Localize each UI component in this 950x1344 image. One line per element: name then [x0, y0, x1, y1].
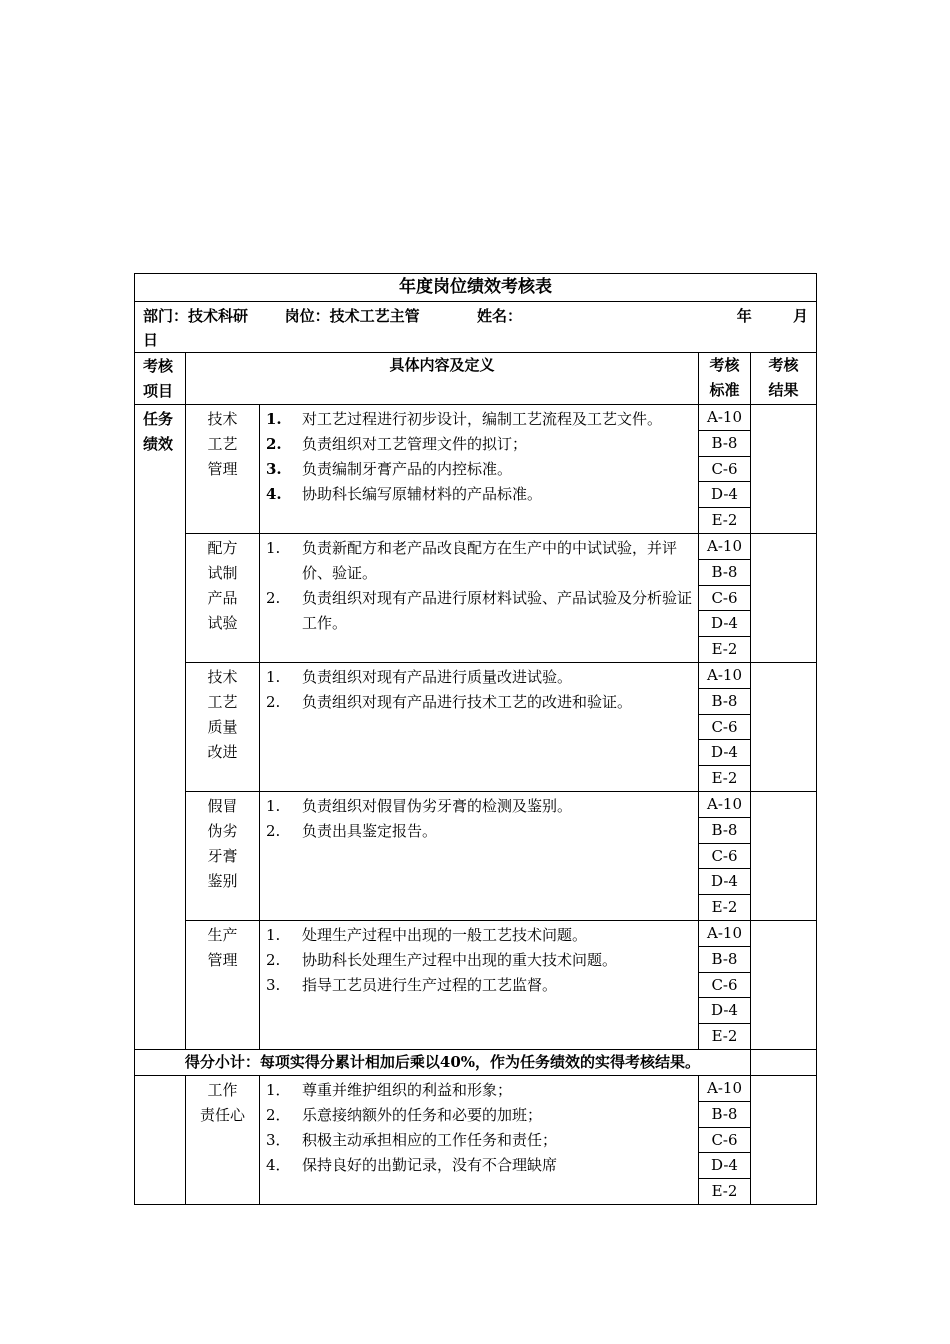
grade-standard-cell [699, 791, 751, 920]
grade-standard-cell [699, 405, 751, 534]
section-name-line: 工艺 [207, 692, 238, 711]
grade-option: A-10 [707, 536, 742, 555]
item-text: 协助科长编写原辅材料的产品标准。 [302, 485, 543, 503]
item-text: 负责组织对假冒伪劣牙膏的检测及鉴别。 [302, 796, 573, 815]
form-info-row [135, 302, 817, 353]
category-task-performance [135, 405, 186, 1050]
item-number: 2. [266, 692, 281, 711]
section-name-line: 配方 [207, 538, 238, 557]
result-input-cell[interactable] [751, 920, 817, 1049]
grade-option: A-10 [707, 794, 742, 813]
section-name-line: 改进 [207, 742, 238, 761]
item-number: 1. [266, 667, 281, 686]
section-name-line: 技术 [207, 667, 238, 686]
item-text: 指导工艺员进行生产过程的工艺监督。 [302, 975, 558, 994]
grade-option: A-10 [707, 1078, 742, 1097]
section-name [186, 1075, 260, 1204]
section-items [260, 1075, 699, 1204]
item-text: 积极主动承担相应的工作任务和责任； [302, 1130, 558, 1149]
appraisal-form-table [134, 273, 817, 1205]
header-content-label: 具体内容及定义 [389, 356, 495, 374]
grade-option: C-6 [699, 843, 750, 869]
item-number: 2. [266, 821, 281, 840]
list-item [266, 1103, 692, 1128]
grade-option: C-6 [699, 714, 750, 740]
item-number: 3． [266, 1130, 291, 1149]
list-item [266, 586, 692, 636]
item-number: 3. [266, 460, 282, 478]
list-item [266, 690, 692, 715]
section-name-line: 工作 [207, 1080, 238, 1099]
section-name-line: 技术 [207, 410, 238, 428]
grade-option: E-2 [699, 765, 750, 791]
item-number: 1. [266, 410, 282, 428]
grade-option: B-8 [699, 817, 750, 843]
summary-row: 得分小计：每项实得分累计相加后乘以40%，作为任务绩效的实得考核结果。 [135, 1049, 751, 1075]
item-number: 2． [266, 1105, 291, 1124]
section-name [186, 405, 260, 534]
grade-option: D-4 [699, 997, 750, 1023]
grade-option: B-8 [699, 430, 750, 456]
section-items [260, 920, 699, 1049]
section-name-line: 试验 [207, 613, 238, 632]
grade-option: D-4 [699, 610, 750, 636]
category-line: 任务 [143, 410, 174, 428]
list-item [266, 457, 692, 482]
department-label: 部门：技术科研 [143, 307, 249, 325]
item-text: 负责组织对工艺管理文件的拟订； [302, 435, 528, 453]
item-number: 1． [266, 1080, 291, 1099]
list-item [266, 536, 692, 586]
summary-result-cell[interactable] [751, 1049, 817, 1075]
section-name-line: 管理 [207, 950, 238, 969]
list-item [266, 1153, 692, 1178]
section-row [135, 1075, 817, 1204]
header-standard-line1: 考核 [709, 356, 740, 374]
item-text: 尊重并维护组织的利益和形象； [302, 1080, 513, 1099]
result-input-cell[interactable] [751, 405, 817, 534]
grade-option: E-2 [699, 636, 750, 662]
section-row [135, 791, 817, 920]
category-empty-cell [135, 1075, 186, 1204]
item-text: 负责出具鉴定报告。 [302, 821, 438, 840]
header-item [135, 353, 186, 405]
item-number: 1. [266, 796, 281, 815]
item-text: 负责编制牙膏产品的内控标准。 [302, 460, 513, 478]
list-item [266, 665, 692, 690]
grade-standard-cell [699, 533, 751, 662]
day-label: 日 [143, 331, 159, 349]
list-item [266, 1078, 692, 1103]
item-number: 2. [266, 435, 282, 453]
item-text: 负责新配方和老产品改良配方在生产中的中试试验，并评价、验证。 [302, 538, 678, 582]
header-item-line1: 考核 [143, 357, 174, 375]
form-title: 年度岗位绩效考核表 [135, 274, 817, 302]
section-row [135, 920, 817, 1049]
grade-standard-cell [699, 1075, 751, 1204]
item-number: 3. [266, 975, 281, 994]
grade-option: E-2 [699, 1178, 750, 1204]
item-text: 负责组织对现有产品进行质量改进试验。 [302, 667, 573, 686]
list-item [266, 819, 692, 844]
grade-option: B-8 [699, 946, 750, 972]
item-text: 处理生产过程中出现的一般工艺技术问题。 [302, 925, 588, 944]
item-number: 4． [266, 1155, 291, 1174]
section-name-line: 伪劣 [207, 821, 238, 840]
item-text: 负责组织对现有产品进行原材料试验、产品试验及分析验证工作。 [302, 588, 693, 632]
list-item [266, 794, 692, 819]
month-label: 月 [793, 307, 809, 325]
list-item [266, 923, 692, 948]
section-row [135, 533, 817, 662]
grade-option: E-2 [699, 894, 750, 920]
section-row [135, 405, 817, 534]
grade-option: D-4 [699, 481, 750, 507]
date-fields [701, 304, 808, 328]
section-items [260, 533, 699, 662]
list-item [266, 948, 692, 973]
section-items [260, 662, 699, 791]
grade-option: C-6 [699, 972, 750, 998]
header-result [751, 353, 817, 405]
result-input-cell[interactable] [751, 1075, 817, 1204]
item-text: 保持良好的出勤记录，没有不合理缺席 [302, 1155, 558, 1174]
grade-option: E-2 [699, 1023, 750, 1049]
item-text: 负责组织对现有产品进行技术工艺的改进和验证。 [302, 692, 633, 711]
item-text: 对工艺过程进行初步设计，编制工艺流程及工艺文件。 [302, 410, 663, 428]
item-number: 2. [266, 950, 281, 969]
header-content [186, 353, 699, 405]
section-items [260, 791, 699, 920]
name-label: 姓名： [477, 307, 523, 325]
position-label: 岗位：技术工艺主管 [284, 307, 420, 325]
header-item-line2: 项目 [143, 382, 174, 400]
grade-option: B-8 [699, 559, 750, 585]
section-name-line: 责任心 [199, 1105, 245, 1124]
list-item [266, 973, 692, 998]
item-number: 2. [266, 588, 281, 607]
header-standard-line2: 标准 [709, 381, 740, 399]
grade-option: C-6 [699, 1127, 750, 1153]
grade-option: D-4 [699, 1152, 750, 1178]
list-item [266, 407, 692, 432]
section-name [186, 662, 260, 791]
section-name [186, 920, 260, 1049]
section-name-line: 工艺 [207, 435, 238, 453]
grade-option: A-10 [707, 408, 742, 426]
category-line: 绩效 [143, 435, 174, 453]
item-number: 4. [266, 485, 282, 503]
item-text: 乐意接纳额外的任务和必要的加班； [302, 1105, 543, 1124]
grade-option: E-2 [699, 507, 750, 533]
result-input-cell[interactable] [751, 791, 817, 920]
grade-option: C-6 [699, 456, 750, 482]
item-number: 1. [266, 538, 281, 557]
section-name-line: 管理 [207, 460, 238, 478]
section-name [186, 533, 260, 662]
section-name-line: 鉴别 [207, 871, 238, 890]
header-result-line2: 结果 [768, 381, 799, 399]
list-item [266, 482, 692, 507]
grade-option: D-4 [699, 868, 750, 894]
section-name-line: 试制 [207, 563, 238, 582]
grade-option: B-8 [699, 688, 750, 714]
section-items [260, 405, 699, 534]
list-item [266, 432, 692, 457]
grade-standard-cell [699, 920, 751, 1049]
grade-standard-cell [699, 662, 751, 791]
header-standard [699, 353, 751, 405]
item-text: 协助科长处理生产过程中出现的重大技术问题。 [302, 950, 618, 969]
grade-option: A-10 [707, 923, 742, 942]
grade-option: B-8 [699, 1101, 750, 1127]
grade-option: C-6 [699, 585, 750, 611]
header-result-line1: 考核 [768, 356, 799, 374]
section-name [186, 791, 260, 920]
result-input-cell[interactable] [751, 533, 817, 662]
section-name-line: 牙膏 [207, 846, 238, 865]
section-name-line: 产品 [207, 588, 238, 607]
section-name-line: 生产 [207, 925, 238, 944]
section-name-line: 假冒 [207, 796, 238, 815]
item-number: 1. [266, 925, 281, 944]
result-input-cell[interactable] [751, 662, 817, 791]
grade-option: D-4 [699, 739, 750, 765]
section-name-line: 质量 [207, 717, 238, 736]
list-item [266, 1128, 692, 1153]
grade-option: A-10 [707, 665, 742, 684]
section-row [135, 662, 817, 791]
year-label: 年 [736, 307, 752, 325]
